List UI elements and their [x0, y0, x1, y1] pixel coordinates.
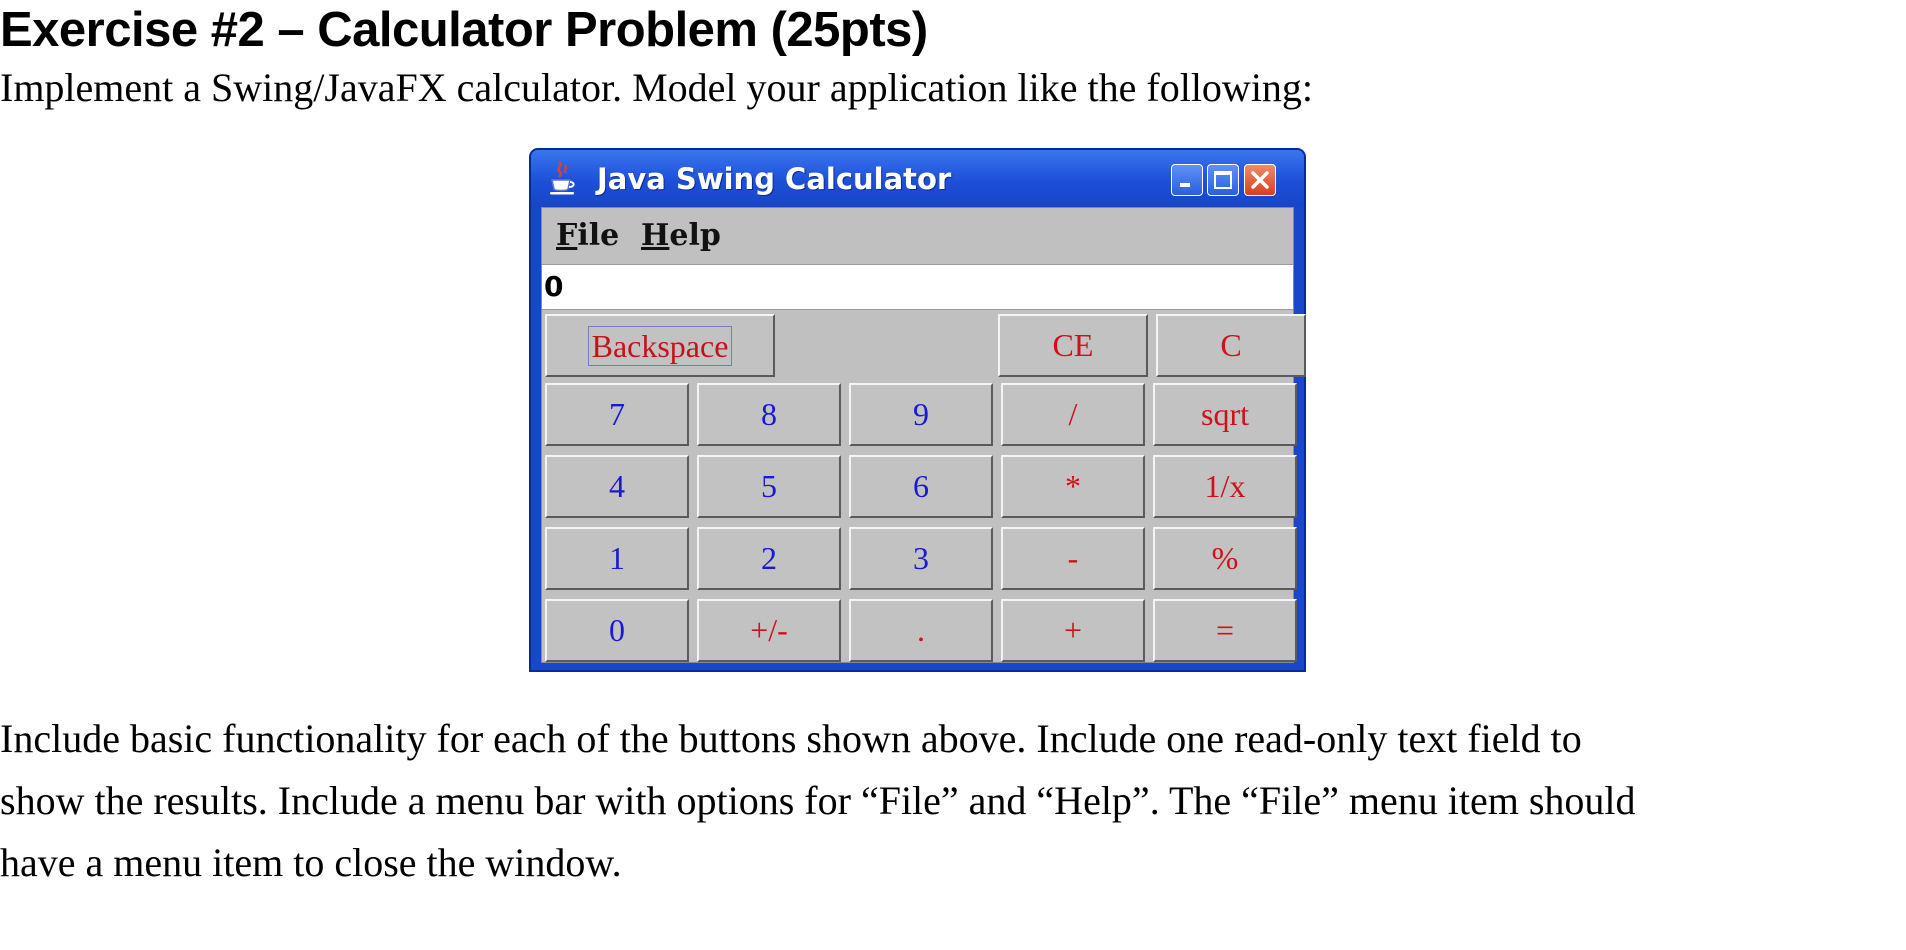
- equals-button[interactable]: =: [1153, 599, 1297, 662]
- sign-toggle-button[interactable]: +/-: [697, 599, 841, 662]
- maximize-icon: [1208, 165, 1238, 195]
- decimal-point-button[interactable]: .: [849, 599, 993, 662]
- digit-1-button[interactable]: 1: [545, 527, 689, 590]
- calculator-window: [529, 148, 1306, 672]
- backspace-button[interactable]: [545, 314, 775, 377]
- clear-button[interactable]: C: [1156, 314, 1306, 377]
- result-display[interactable]: 0: [542, 264, 1293, 310]
- java-cup-icon: [547, 160, 577, 196]
- intro-text: Implement a Swing/JavaFX calculator. Model your application like the following:: [0, 65, 1314, 110]
- digit-3-button[interactable]: 3: [849, 527, 993, 590]
- subtract-button[interactable]: -: [1001, 527, 1145, 590]
- close-button[interactable]: [1244, 164, 1276, 196]
- maximize-button[interactable]: [1207, 164, 1239, 196]
- menu-help-mnemonic: H: [641, 218, 670, 253]
- description-line: Include basic functionality for each of the buttons shown above. Include one read-only text field to: [0, 716, 1582, 761]
- title-bar[interactable]: [531, 150, 1304, 207]
- exercise-heading: Exercise #2 – Calculator Problem (25pts): [0, 3, 928, 57]
- clear-entry-button[interactable]: CE: [998, 314, 1148, 377]
- menu-help[interactable]: [641, 214, 721, 258]
- menu-file-label: ile: [577, 218, 620, 253]
- digit-6-button[interactable]: 6: [849, 455, 993, 518]
- menu-file[interactable]: [556, 214, 619, 258]
- menu-help-label: elp: [669, 218, 721, 253]
- description-line: show the results. Include a menu bar with options for “File” and “Help”. The “File” menu item should: [0, 778, 1636, 823]
- reciprocal-button[interactable]: 1/x: [1153, 455, 1297, 518]
- multiply-button[interactable]: *: [1001, 455, 1145, 518]
- digit-5-button[interactable]: 5: [697, 455, 841, 518]
- description-line: have a menu item to close the window.: [0, 840, 622, 885]
- window-title: Java Swing Calculator: [597, 162, 952, 196]
- add-button[interactable]: +: [1001, 599, 1145, 662]
- digit-7-button[interactable]: 7: [545, 383, 689, 446]
- digit-2-button[interactable]: 2: [697, 527, 841, 590]
- menu-file-mnemonic: F: [556, 218, 578, 253]
- sqrt-button[interactable]: sqrt: [1153, 383, 1297, 446]
- digit-9-button[interactable]: 9: [849, 383, 993, 446]
- divide-button[interactable]: /: [1001, 383, 1145, 446]
- digit-4-button[interactable]: 4: [545, 455, 689, 518]
- digit-8-button[interactable]: 8: [697, 383, 841, 446]
- description-paragraph: [0, 708, 1636, 894]
- calculator-client-area: [541, 207, 1294, 663]
- minimize-button[interactable]: [1171, 164, 1203, 196]
- percent-button[interactable]: %: [1153, 527, 1297, 590]
- close-icon: [1245, 165, 1275, 195]
- menu-bar: [542, 208, 1293, 264]
- digit-0-button[interactable]: 0: [545, 599, 689, 662]
- minimize-icon: [1172, 165, 1202, 195]
- backspace-label: Backspace: [588, 326, 733, 366]
